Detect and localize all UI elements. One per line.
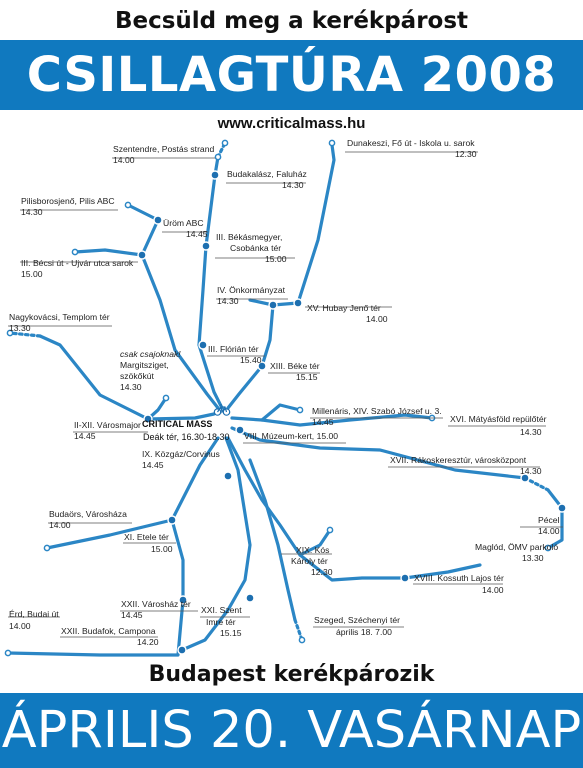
stop-label-xxiivaroshaza: XXII. Városház tér 14.45 [121, 599, 191, 620]
stop-label-muzeumkert: VIII. Múzeum-kert, 15.00 [244, 431, 339, 441]
route-szentendre [199, 157, 222, 408]
stop-label-onkormanyzat: IV. Önkormányzat 14.30 [217, 285, 285, 306]
route-becsi-branch [75, 250, 142, 255]
stop-label-kos: XIX. Kós Károly tér 12.30 [291, 545, 333, 577]
route-nagykovacsi-dashed [10, 333, 40, 336]
stop-label-maglod: Maglód, ÖMV parkoló 13.30 [475, 542, 559, 563]
stop-label-szentendre: Szentendre, Postás strand 14.00 [113, 144, 215, 165]
stop-label-matyasfold: XVI. Mátyásföld repülőtér 14.30 [450, 414, 547, 437]
center-subtitle: Deák tér, 16.30-18.30 [143, 432, 230, 442]
stop-label-budafok: XXII. Budafok, Campona 14.20 [61, 626, 159, 647]
stop-label-budakalasz: Budakalász, Faluház 14.30 [227, 169, 307, 190]
stop-label-kozgaz: IX. Közgáz/Corvinus 14.45 [142, 449, 220, 470]
route-millenaris-branch [262, 405, 300, 420]
stop-label-dunakeszi: Dunakeszi, Fő út - Iskola u. sarok 12.30 [347, 138, 477, 159]
center-title: CRITICAL MASS [142, 419, 213, 429]
stop-label-millenaris: Millenáris, XIV. Szabó József u. 3. 14.45 [312, 406, 442, 427]
stop-label-etele: XI. Etele tér 15.00 [124, 532, 173, 554]
stop-label-szentimre: XXI. Szent Imre tér 15.15 [201, 605, 242, 638]
stop-label-varosmajor: II-XII. Városmajor 14.45 [74, 420, 141, 441]
title-banner: CSILLAGTÚRA 2008 [0, 40, 583, 110]
stop-label-urom: Üröm ABC 14.45 [163, 218, 208, 239]
stop-label-erd: Érd, Budai út 14.00 [9, 609, 59, 631]
stop-label-pecel: Pécel 14.00 [538, 515, 560, 536]
date-banner: ÁPRILIS 20. VASÁRNAP [0, 693, 583, 768]
stop-label-rakoskeresztur: XVII. Rákoskeresztúr, városközpont 14.30 [390, 455, 542, 476]
stop-label-pilisborosjeno: Pilisborosjenő, Pilis ABC 14.30 [21, 196, 115, 217]
website-url[interactable]: www.criticalmass.hu [217, 115, 366, 132]
stop-label-margitsziget: csak csajoknak! Margitsziget, szökőkút 14.30 [120, 349, 181, 392]
stop-label-bekasmegyer: III. Békásmegyer, Csobánka tér 15.00 [216, 232, 287, 264]
stop-label-kossuth: XVIII. Kossuth Lajos tér 14.00 [414, 573, 504, 595]
stop-label-szeged: Szeged, Széchenyi tér április 18. 7.00 [314, 615, 400, 637]
bottom-slogan: Budapest kerékpározik [148, 662, 435, 687]
stop-label-budaors: Budaörs, Városháza 14.00 [49, 509, 127, 530]
stop-label-becsi: III. Bécsi út - Ujvár utca sarok 15.00 [21, 258, 134, 279]
top-slogan: Becsüld meg a kerékpárost [114, 8, 469, 34]
stop-label-nagykovacsi: Nagykovácsi, Templom tér 13.30 [9, 312, 110, 333]
stop-label-florian: III. Flórián tér 15.40 [208, 344, 262, 365]
stop-label-hubay: XV. Hubay Jenő tér 14.00 [307, 303, 388, 324]
stop-label-beke: XIII. Béke tér 15.15 [270, 361, 320, 382]
